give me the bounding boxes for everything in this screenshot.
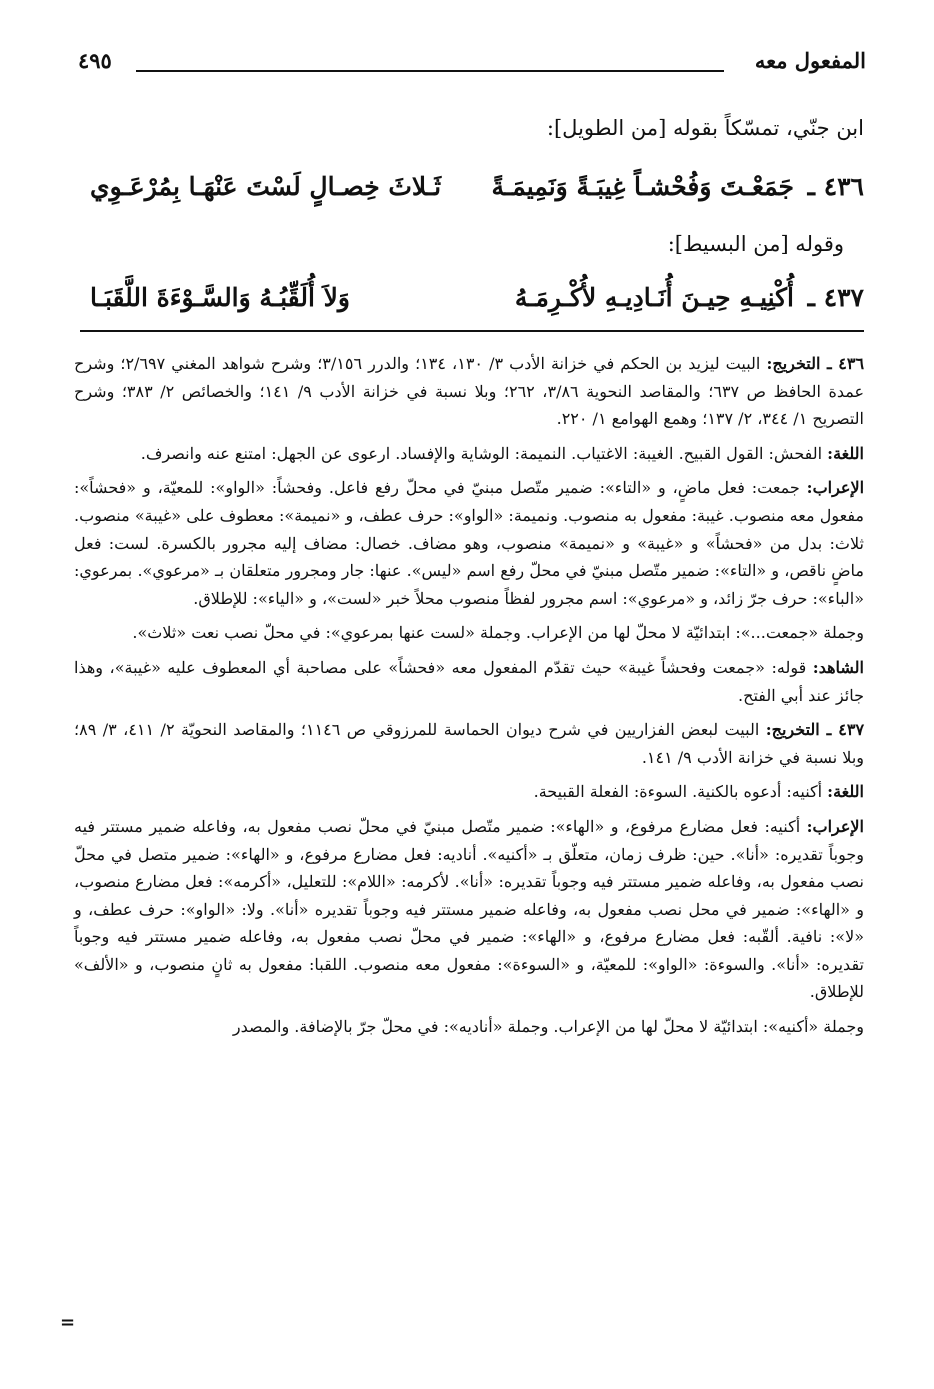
page-number: ٤٩٥ bbox=[78, 48, 112, 73]
note-label: الشاهد: bbox=[812, 657, 864, 677]
verse-number: ٤٣٦ ـ bbox=[807, 172, 864, 201]
footnote-separator bbox=[80, 330, 864, 332]
note-text: البيت لبعض الفزاريين في شرح ديوان الحماسة للمرزوقي ص ١١٤٦؛ والمقاصد النحويّة ٢/ ٤١١، ٣/ ٨٩؛ وبلا نسبة في خزانة الأدب ٩/ ١٤١. bbox=[74, 720, 864, 767]
note-437-takhrij bbox=[74, 716, 864, 771]
verse-first-hemistich: أُكْنِيـهِ حِيـنَ أُنَـادِيـهِ لأُكْـرِمَـهُ bbox=[514, 283, 794, 312]
intro-line-2: وقوله [من البسيط]: bbox=[667, 232, 844, 256]
verse-second-hemistich: ثَـلاثَ خِصـالٍ لَسْتَ عَنْهَـا بِمُرْعَـوِي bbox=[90, 172, 442, 201]
note-text: الفحش: القول القبيح. الغيبة: الاغتياب. النميمة: الوشاية والإفساد. ارعوى عن الجهل: امتنع عنه وانصرف. bbox=[140, 443, 823, 463]
intro-line: ابن جنّي، تمسّكاً بقوله [من الطويل]: bbox=[546, 116, 864, 140]
verse-number: ٤٣٧ ـ bbox=[807, 283, 864, 312]
note-437-jumla: وجملة «أكنيه»: ابتدائيّة لا محلّ لها من الإعراب. وجملة «أناديه»: في محلّ جرّ بالإضافة. والمصدر bbox=[232, 1017, 864, 1037]
note-text: البيت ليزيد بن الحكم في خزانة الأدب ٣/ ١٣٠، ١٣٤؛ والدرر ٣/١٥٦؛ وشرح شواهد المغني ٢/٦٩٧؛ وشرح عمدة الحافظ ص ٦٣٧؛ والمقاصد النحوية ٣/٨٦، ٢٦٢؛ وبلا نسبة في خزانة الأدب ٩/ ١٤١؛ والخصائص ٢/ ٣٨٣؛ وشرح التصريح ١/ ٣٤٤، ٢/ ١٣٧؛ وهمع الهوامع ١/ ٢٢٠. bbox=[74, 354, 865, 429]
continuation-mark: = bbox=[60, 1312, 76, 1333]
note-text: أكنيه: أدعوه بالكنية. السوءة: الفعلة القبيحة. bbox=[533, 782, 823, 802]
header-rule bbox=[136, 70, 724, 72]
note-text: أكنيه: فعل مضارع مرفوع، و «الهاء»: ضمير متّصل مبنيّ في محلّ نصب مفعول به، وفاعله ضمير مستتر فيه وجوباً تقديره: «أنا». حين: ظرف زمان، متعلّق بـ «أكنيه». أناديه: فعل مضارع مرفوع، و «الهاء»: ضمير متصل في محلّ نصب مفعول به، وفاعله ضمير مستتر فيه وجوباً تقديره: «أنا». لأكرمه: «اللام»: للتعليل، «أكرمه»: فعل مضارع منصوب، و «الهاء»: ضمير في محل نصب مفعول به، وفاعله ضمير مستتر فيه وجوباً تقديره «أنا». ولا: «الواو»: حرف عطف، و «لا»: نافية. ألقّبه: فعل مضارع مرفوع، و «الهاء»: ضمير في محلّ نصب مفعول به، وفاعله ضمير مستتر فيه وجوباً تقديره: «أنا». والسوءة: «الواو»: للمعيّة، و «السوءة»: مفعول معه منصوب. اللقبا: مفعول به ثانٍ منصوب، و «الألف» للإطلاق. bbox=[74, 816, 864, 1002]
note-436-shahid bbox=[74, 654, 864, 709]
note-label: الإعراب: bbox=[806, 816, 864, 836]
note-436-jumla: وجملة «جمعت...»: ابتدائيّة لا محلّ لها من الإعراب. وجملة «لست عنها بمرعوي»: في محلّ نصب نعت «ثلاث». bbox=[132, 623, 864, 643]
verse-second-hemistich: وَلاَ أُلَقِّبُـهُ وَالسَّـوْءَةَ اللَّقَبَـا bbox=[90, 283, 350, 312]
chapter-title: المفعول معه bbox=[754, 48, 866, 73]
note-436-irab bbox=[74, 474, 864, 612]
verse-436 bbox=[90, 172, 864, 216]
note-label: الإعراب: bbox=[806, 478, 865, 498]
note-text: جمعت: فعل ماضٍ، و «التاء»: ضمير متّصل مبنيّ في محلّ رفع فاعل. وفحشاً: «الواو»: للمعيّة، و «فحشاً»: مفعول معه منصوب. غيبة: مفعول به منصوب. ونميمة: «الواو»: حرف عطف، و «نميمة»: معطوف على «غيبة» منصوب. ثلاث: بدل من «فحشاً» و «غيبة» و «نميمة» منصوب، وهو مضاف. خصال: مضاف إليه مجرور بالكسرة. لست: فعل ماضٍ ناقص، و «التاء»: ضمير متّصل مبنيّ في محلّ رفع اسم «ليس». عنها: جار ومجرور متعلقان بـ «مرعوي». بمرعوي: «الباء»: حرف جرّ زائد، و «مرعوي»: اسم مجرور لفظاً منصوب محلاً خبر «لست»، و «الياء»: للإطلاق. bbox=[74, 478, 864, 608]
note-437-lugha bbox=[74, 778, 864, 806]
note-436-takhrij bbox=[74, 350, 864, 433]
note-label: ٤٣٧ ـ التخريج: bbox=[765, 720, 865, 740]
note-436-lugha bbox=[74, 440, 864, 468]
note-437-irab bbox=[74, 813, 864, 1006]
verse-437 bbox=[90, 283, 864, 327]
verse-first-hemistich: جَمَعْـتَ وَفُحْشـاً غِيبَـةً وَنَمِيمَـةً bbox=[491, 172, 794, 201]
footnotes bbox=[74, 350, 864, 1048]
note-label: اللغة: bbox=[827, 782, 864, 802]
note-label: ٤٣٦ ـ التخريج: bbox=[766, 354, 865, 373]
note-label: اللغة: bbox=[827, 443, 864, 463]
note-text: قوله: «جمعت وفحشاً غيبة» حيث تقدّم المفعول معه «فحشاً» على مصاحبة أي المعطوف عليه «غيبة»، وهذا جائز عند أبي الفتح. bbox=[74, 657, 864, 705]
page-header bbox=[78, 48, 866, 84]
